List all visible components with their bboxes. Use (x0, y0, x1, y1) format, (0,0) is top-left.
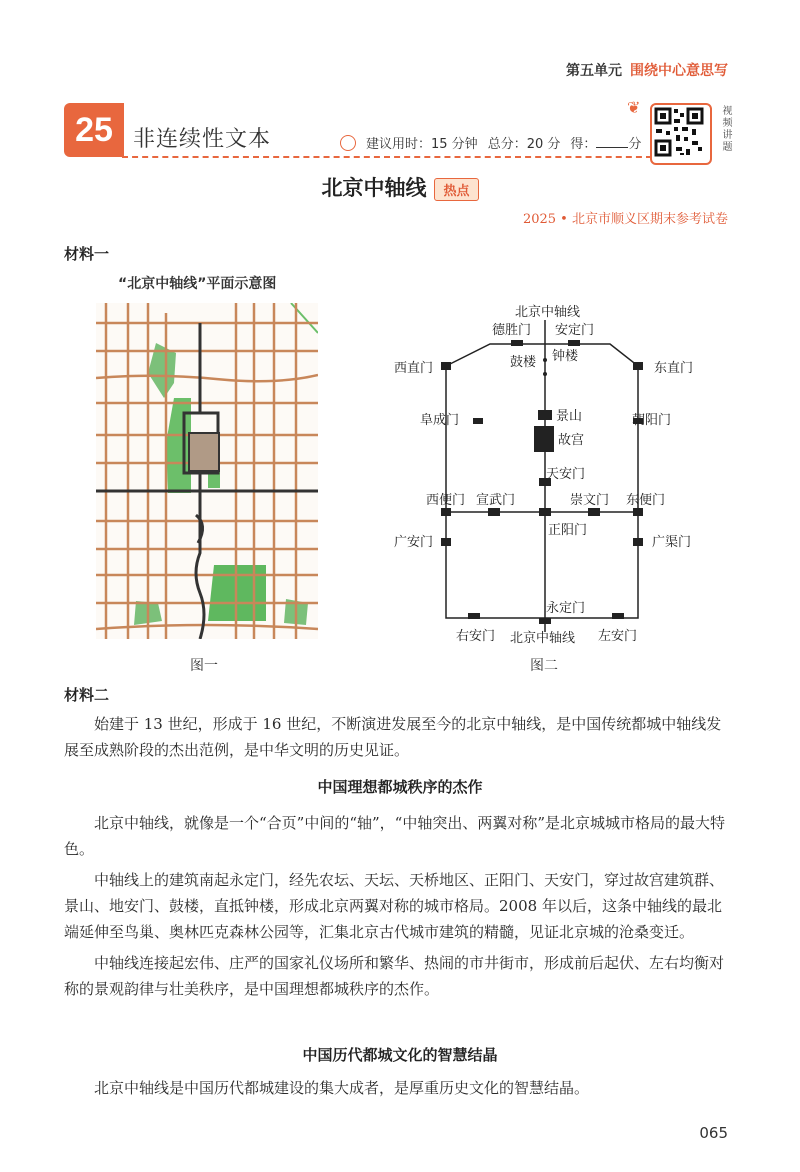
material2-body (64, 810, 734, 1007)
fig2-jingshan: 景山 (556, 409, 583, 424)
figure2-schematic (380, 300, 700, 648)
article-title-row (0, 172, 800, 202)
material1-label: 材料一 (64, 245, 110, 263)
score-unit: 分 (628, 137, 642, 152)
clock-icon (340, 135, 356, 151)
divider (122, 156, 652, 158)
unit-topic: 围绕中心意思写 (630, 63, 728, 79)
fig2-guangqumen: 广渠门 (652, 535, 692, 550)
score-blank[interactable] (596, 147, 628, 148)
fig2-yongdingmen: 永定门 (546, 601, 586, 616)
fig2-tiananmen: 天安门 (546, 467, 586, 482)
fig2-xizhimen: 西直门 (394, 361, 434, 376)
fig1-caption: 图一 (190, 658, 218, 674)
fig2-zhonglou: 钟楼 (552, 349, 579, 364)
figure1-map (96, 303, 318, 639)
qr-label: 视频讲题 (720, 105, 731, 153)
material2-tail (64, 1075, 734, 1106)
fig2-guanganmen: 广安门 (394, 535, 434, 550)
paragraph-4: 北京中轴线是中国历代都城建设的集大成者，是厚重历史文化的智慧结晶。 (94, 1079, 590, 1097)
fig2-axis-top: 北京中轴线 (515, 305, 581, 320)
material2-intro (64, 711, 734, 768)
score-label: 得： (570, 137, 597, 152)
jingshan-marker (538, 410, 552, 420)
article-title: 北京中轴线 (321, 176, 427, 200)
qr-code-icon[interactable] (650, 103, 712, 165)
subhead-1: 中国理想都城秩序的杰作 (317, 778, 483, 796)
fig2-youanmen: 右安门 (456, 629, 496, 644)
unit-header (566, 60, 728, 80)
fig2-gugong: 故宫 (558, 433, 585, 448)
fig2-andingmen: 安定门 (555, 323, 595, 338)
fig2-xuanwumen: 宣武门 (476, 493, 516, 508)
lesson-number-badge: 25 (64, 103, 124, 157)
hot-badge: 热点 (434, 178, 478, 201)
figure-title: “北京中轴线”平面示意图 (118, 276, 277, 292)
subhead-2: 中国历代都城文化的智慧结晶 (302, 1046, 498, 1064)
fig2-chongwenmen: 崇文门 (570, 493, 610, 508)
paragraph-2: 中轴线上的建筑南起永定门，经先农坛、天坛、天桥地区、正阳门、天安门，穿过故宫建筑群、景山、地安门、鼓楼，直抵钟楼，形成北京两翼对称的城市格局。2008 年以后，这条中轴线的最北端延伸至鸟巢、奥林匹克森林公园等，汇集北京古代城市建筑的精髓，见证北京城的沧桑变迁。 (64, 871, 725, 941)
fig2-zhengyangmen: 正阳门 (548, 523, 588, 538)
suggested-time: 建议用时：15 分钟 (366, 137, 478, 152)
paragraph-1: 北京中轴线，就像是一个“合页”中间的“轴”，“中轴突出、两翼对称”是北京城城市格局的最大特色。 (64, 814, 726, 858)
unit-label: 第五单元 (566, 63, 622, 79)
andingmen-marker (568, 340, 580, 346)
fig2-gulou: 鼓楼 (510, 355, 537, 370)
gugong-marker (534, 426, 554, 452)
fig2-axis-bottom: 北京中轴线 (510, 631, 576, 646)
fig2-dongzhimen: 东直门 (654, 361, 694, 376)
total-score: 总分：20 分 (487, 137, 561, 152)
paragraph-3: 中轴线连接起宏伟、庄严的国家礼仪场所和繁华、热闹的市井街市，形成前后起伏、左右均衡对称的景观韵律与壮美秩序，是中国理想都城秩序的杰作。 (64, 954, 725, 998)
intro-paragraph: 始建于 13 世纪，形成于 16 世纪，不断演进发展至今的北京中轴线，是中国传统都城中轴线发展至成熟阶段的杰出范例，是中华文明的历史见证。 (64, 715, 722, 759)
sprout-icon: ❦ (627, 98, 641, 117)
material2-label: 材料二 (64, 686, 110, 704)
fig2-chaoyangmen: 朝阳门 (632, 413, 672, 428)
fig2-deshengmen: 德胜门 (492, 323, 532, 338)
lesson-meta (340, 133, 641, 152)
lesson-title: 非连续性文本 (133, 127, 272, 152)
fig2-zuoanmen: 左安门 (598, 629, 638, 644)
deshengmen-marker (511, 340, 523, 346)
fig2-dongbianmen: 东便门 (626, 493, 666, 508)
fig2-fuchengmen: 阜成门 (420, 413, 460, 428)
source: 2025 • 北京市顺义区期末参考试卷 (522, 212, 728, 227)
fig2-caption: 图二 (530, 658, 558, 674)
fig2-xibianmen: 西便门 (426, 493, 466, 508)
forbidden-city-block (189, 433, 219, 471)
page-number: 065 (699, 1124, 728, 1142)
